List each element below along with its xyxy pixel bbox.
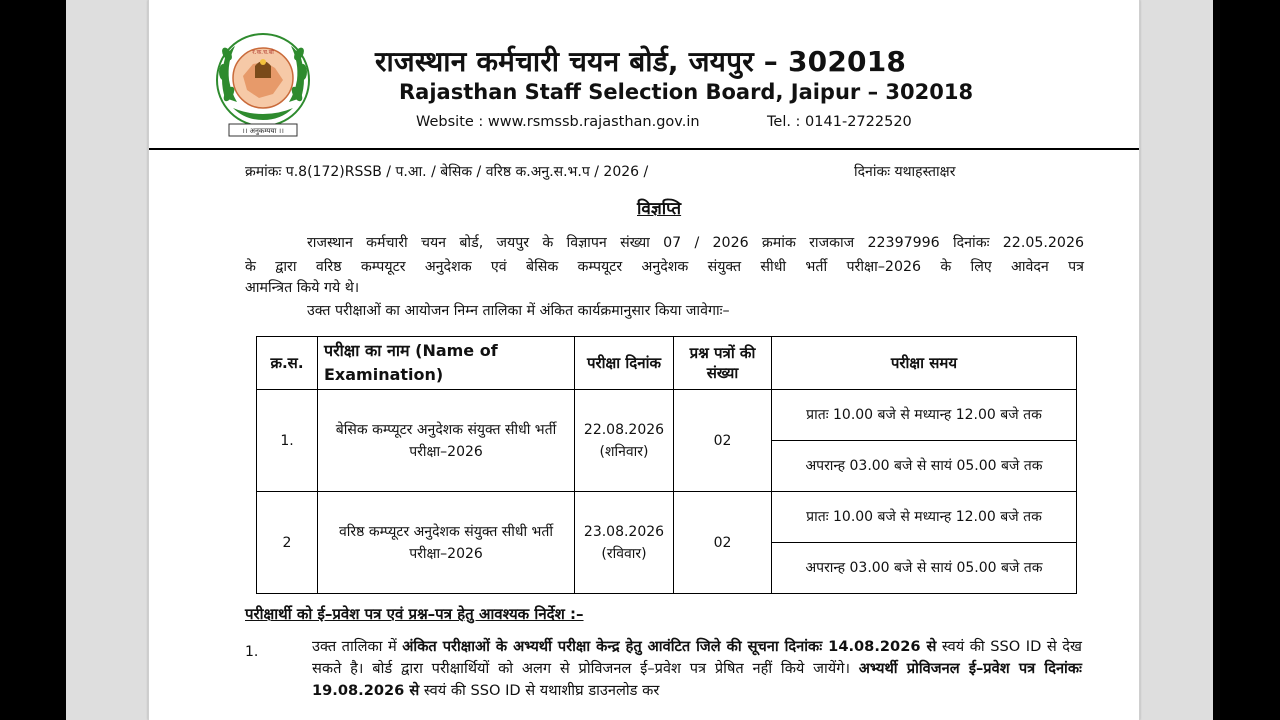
point-text-b: अंकित परीक्षाओं के अभ्यर्थी परीक्षा केन्द्र हेतु आवंटित जिले की सूचना दिनांकः 14.08.2026 से <box>402 638 937 655</box>
row-exam-date <box>575 492 674 594</box>
point-text-c: स्वयं की SSO ID से देख सकते है। बोर्ड द्वारा परीक्षार्थियों को अलग से प्रोविजनल ई–प्रवेश पत्र प्रेषित नहीं किये जायेंगे। <box>312 638 1082 677</box>
left-black-bar <box>0 0 66 720</box>
org-name-english: Rajasthan Staff Selection Board, Jaipur – 302018 <box>399 80 974 104</box>
row-sn: 1. <box>257 390 318 492</box>
intro-line-2: के द्वारा वरिष्ठ कम्पयूटर अनुदेशक एवं बेसिक कम्पयूटर अनुदेशक संयुक्त सीधी भर्ती परीक्षा–2026 के लिए आवेदन पत्र <box>245 259 1084 275</box>
point-number: 1. <box>245 644 259 660</box>
instructions-heading: परीक्षार्थी को ई–प्रवेश पत्र एवं प्रश्न–पत्र हेतु आवश्यक निर्देश :– <box>245 605 584 623</box>
intro-line-4: उक्त परीक्षाओं का आयोजन निम्न तालिका में अंकित कार्यक्रमानुसार किया जावेगाः– <box>307 303 730 319</box>
row-shift-2: अपरान्ह 03.00 बजे से सायं 05.00 बजे तक <box>772 441 1077 492</box>
org-name-hindi: राजस्थान कर्मचारी चयन बोर्ड, जयपुर – 302018 <box>375 45 907 78</box>
header-exam-name: परीक्षा का नाम (Name of Examination) <box>318 337 575 390</box>
notice-title: विज्ञप्ति <box>637 199 682 219</box>
row-date-value: 23.08.2026 <box>583 523 665 540</box>
telephone-text: Tel. : 0141-2722520 <box>767 114 912 130</box>
row-day-value: (शनिवार) <box>599 443 649 460</box>
row-exam-name: वरिष्ठ कम्प्यूटर अनुदेशक संयुक्त सीधी भर्ती परीक्षा–2026 <box>318 492 575 594</box>
row-day-value: (रविवार) <box>601 545 647 562</box>
point-text-d: अभ्यर्थी प्रोविजनल ई–प्रवेश पत्र दिनांकः 19.08.2026 से <box>312 660 1082 699</box>
row-paper-count: 02 <box>674 492 772 594</box>
row-sn: 2 <box>257 492 318 594</box>
row-shift-1: प्रातः 10.00 बजे से मध्यान्ह 12.00 बजे तक <box>772 390 1077 441</box>
intro-line-1: राजस्थान कर्मचारी चयन बोर्ड, जयपुर के विज्ञापन संख्या 07 / 2026 क्रमांक राजकाज 22397996 दिनांकः 22.05.2026 <box>307 235 1084 251</box>
website-text[interactable]: Website : www.rsmssb.rajasthan.gov.in <box>416 114 700 130</box>
header-divider <box>149 148 1139 150</box>
header-exam-time: परीक्षा समय <box>772 337 1077 390</box>
header-sn: क्र.स. <box>257 337 318 390</box>
right-black-bar <box>1213 0 1280 720</box>
reference-date: दिनांकः यथाहस्ताक्षर <box>854 164 956 180</box>
row-date-value: 22.08.2026 <box>583 421 665 438</box>
row-shift-2: अपरान्ह 03.00 बजे से सायं 05.00 बजे तक <box>772 543 1077 594</box>
row-exam-date <box>575 390 674 492</box>
point-text-a: उक्त तालिका में <box>312 638 403 655</box>
row-paper-count: 02 <box>674 390 772 492</box>
header-paper-count: प्रश्न पत्रों की संख्या <box>674 337 772 390</box>
intro-line-3: आमन्त्रित किये गये थे। <box>245 280 360 296</box>
table-row <box>257 390 1077 441</box>
exam-schedule-table <box>256 336 1077 594</box>
table-row <box>257 492 1077 543</box>
header-exam-date: परीक्षा दिनांक <box>575 337 674 390</box>
row-exam-name: बेसिक कम्प्यूटर अनुदेशक संयुक्त सीधी भर्ती परीक्षा–2026 <box>318 390 575 492</box>
table-header-row <box>257 337 1077 390</box>
svg-text:र.क.च.बो: र.क.च.बो <box>252 49 274 56</box>
contact-line <box>416 114 912 130</box>
document-page <box>148 0 1140 720</box>
rsmssb-logo <box>213 28 313 140</box>
point-text-e: स्वयं की SSO ID से यथाशीघ्र डाउनलोड कर <box>419 682 660 699</box>
row-shift-1: प्रातः 10.00 बजे से मध्यान्ह 12.00 बजे तक <box>772 492 1077 543</box>
point-text <box>312 636 1082 702</box>
logo-motto: ।। अनुकम्पया ।। <box>242 127 284 135</box>
reference-number: क्रमांकः प.8(172)RSSB / प.आ. / बेसिक / वरिष्ठ क.अनु.स.भ.प / 2026 / <box>245 164 649 180</box>
